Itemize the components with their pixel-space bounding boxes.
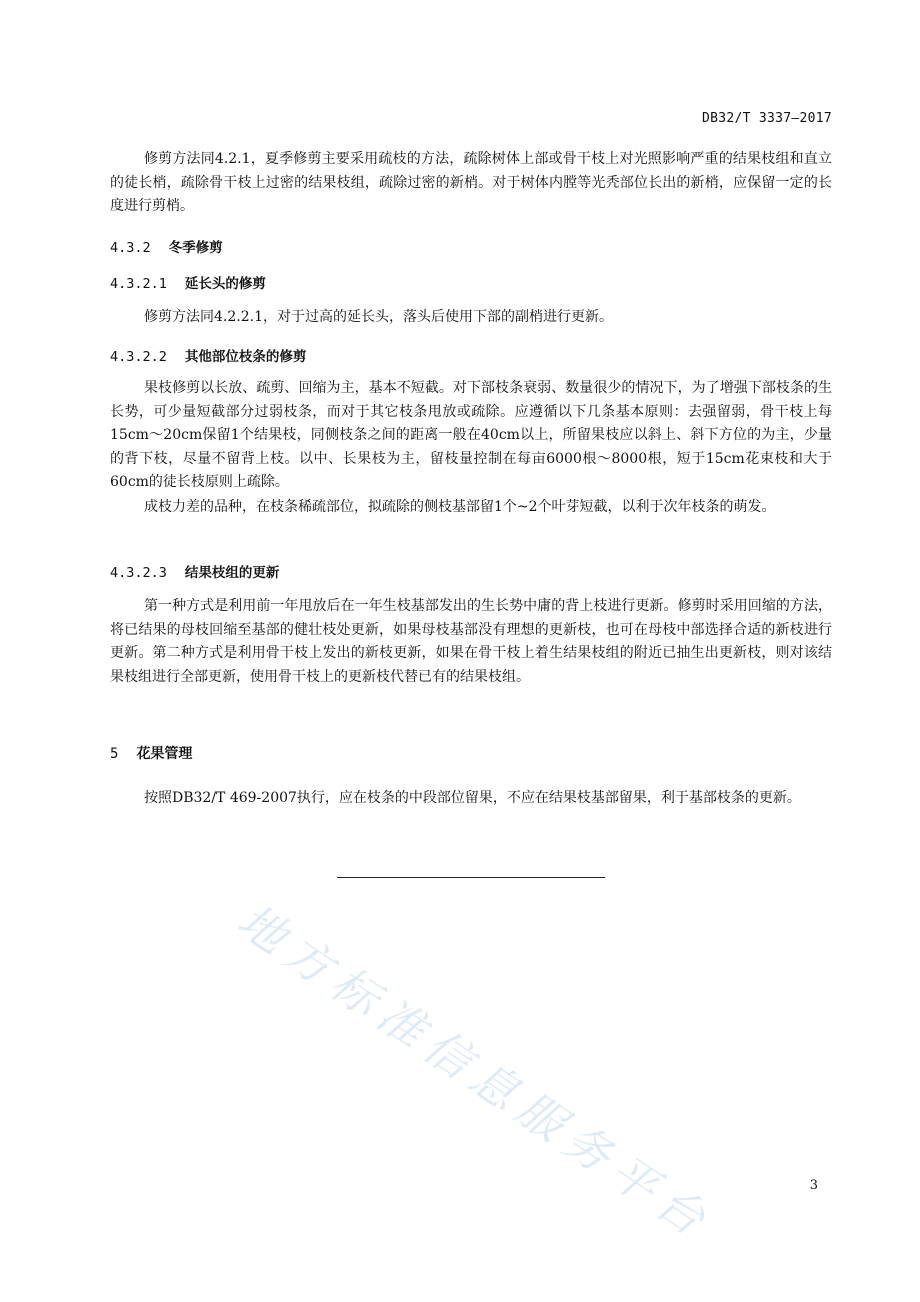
paragraph-summer-pruning: 修剪方法同4.2.1，夏季修剪主要采用疏枝的方法，疏除树体上部或骨干枝上对光照影响严重的结果枝组和直立的徒长梢，疏除骨干枝上过密的结果枝组，疏除过密的新梢。对于树体内膛等光秃部位长出的新梢，应保留一定的长度进行剪梢。 <box>110 151 832 214</box>
page-number: 3 <box>809 1178 818 1193</box>
paragraph-extension-head: 修剪方法同4.2.2.1，对于过高的延长头，落头后使用下部的副梢进行更新。 <box>144 309 613 325</box>
section-title: 结果枝组的更新 <box>184 565 280 581</box>
section-number: 5 <box>110 746 119 762</box>
section-title: 冬季修剪 <box>168 240 223 256</box>
section-number: 4.3.2.2 <box>110 349 167 365</box>
paragraph-fruit-branch-pruning: 果枝修剪以长放、疏剪、回缩为主，基本不短截。对下部枝条衰弱、数量很少的情况下，为了增强下部枝条的生长势，可少量短截部分过弱枝条，而对于其它枝条甩放或疏除。应遵循以下几条基本原则：去强留弱，骨干枝上每15cm～20cm保留1个结果枝，同侧枝条之间的距离一般在40cm以上，所留果枝应以斜上、斜下方位的为主，少量的背下枝，尽量不留背上枝。以中、长果枝为主，留枝量控制在每亩6000根～8000根，短于15cm花束枝和大于60cm的徒长枝原则上疏除。 <box>110 380 832 490</box>
section-title: 花果管理 <box>136 746 193 762</box>
section-title: 其他部位枝条的修剪 <box>184 349 307 365</box>
section-number: 4.3.2 <box>110 240 151 256</box>
paragraph-weak-variety: 成枝力差的品种，在枝条稀疏部位，拟疏除的侧枝基部留1个~2个叶芽短截，以利于次年枝条的萌发。 <box>144 499 776 515</box>
paragraph-fruiting-group-renewal: 第一种方式是利用前一年甩放后在一年生枝基部发出的生长势中庸的背上枝进行更新。修剪时采用回缩的方法，将已结果的母枝回缩至基部的健壮枝处更新，如果母枝基部没有理想的更新枝，也可在母枝中部选择合适的新枝进行更新。第二种方式是利用骨干枝上发出的新枝更新，如果在骨干枝上着生结果枝组的附近已抽生出更新枝，则对该结果枝组进行全部更新，使用骨干枝上的更新枝代替已有的结果枝组。 <box>110 598 832 685</box>
document-code: DB32/T 3337—2017 <box>701 111 832 126</box>
section-heading-4-3-2-3 <box>110 561 279 581</box>
section-heading-4-3-2 <box>110 236 223 256</box>
paragraph-fruit-management: 按照DB32/T 469-2007执行，应在枝条的中段部位留果，不应在结果枝基部留果，利于基部枝条的更新。 <box>144 790 801 806</box>
watermark: 地方标准信息服务平台 <box>228 893 723 1252</box>
section-title: 延长头的修剪 <box>184 276 266 292</box>
section-number: 4.3.2.3 <box>110 565 167 581</box>
section-number: 4.3.2.1 <box>110 276 167 292</box>
end-rule <box>337 877 605 878</box>
section-heading-4-3-2-2 <box>110 345 306 365</box>
section-heading-4-3-2-1 <box>110 272 266 292</box>
section-heading-5 <box>110 743 192 763</box>
